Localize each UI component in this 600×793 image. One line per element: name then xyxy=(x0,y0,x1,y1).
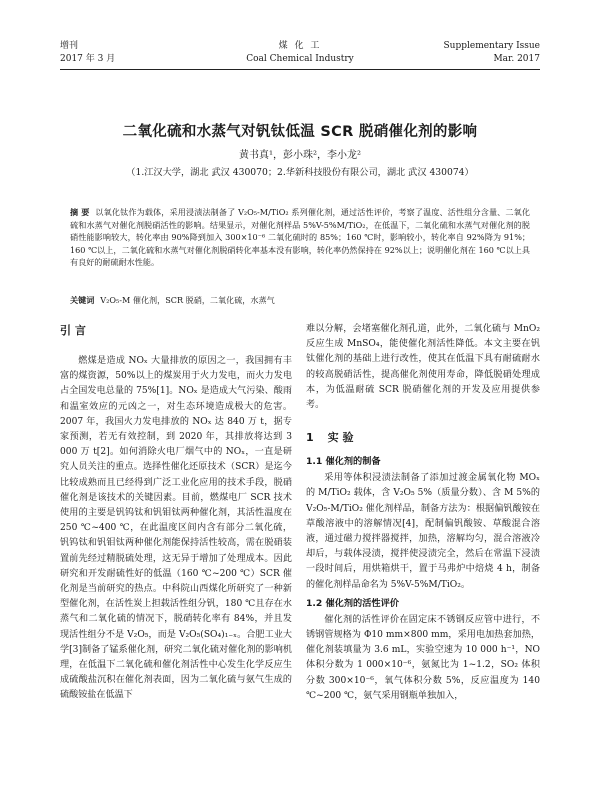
evaluation-paragraph: 催化剂的活性评价在固定床不锈钢反应管中进行，不锈钢管规格为 Φ10 mm×800 mm，采用电加热套加热，催化剂装填量为 3.6 mL，实验空速为 10 000 h⁻¹，NO 体积分数为 1 000×10⁻⁶，氨氮比为 1~1.2，SO₂ 体积分数 300×10⁻⁶，氧气体积分数 5%，反应温度为 140 ℃~200 ℃，氨气采用钢瓶单独加入， xyxy=(306,614,540,701)
author-list: 黄书真¹，彭小珠²，李小龙² xyxy=(238,150,362,161)
issue-date-en: Mar. 2017 xyxy=(493,54,540,64)
intro-paragraph-continued: 难以分解，会堵塞催化剂孔道，此外，二氧化硫与 MnO₂ 反应生成 MnSO₄，能使催化剂活性降低。本文主要在钒钛催化剂的基础上进行改性，使其在低温下具有耐硫耐水的较高脱硝活性，提高催化剂使用寿命，降低脱硝处理成本，为低温耐硫 SCR 脱硝催化剂的开发及应用提供参考。 xyxy=(306,324,540,411)
header-right xyxy=(444,40,541,66)
subsection-heading-evaluation: 1.2 催化剂的活性评价 xyxy=(306,597,399,609)
paper-title: 二氧化硫和水蒸气对钒钛低温 SCR 脱硝催化剂的影响 xyxy=(122,124,478,140)
abstract-text: 以氧化钛作为载体，采用浸渍法制备了 V₂O₅-M/TiO₂ 系列催化剂，通过活性评价，考察了温度、活性组分含量、二氧化硫和水蒸气对催化剂脱硝活性的影响。结果显示，对催化剂样品 5%V-5%M/TiO₂，在低温下，二氧化硫和水蒸气对催化剂的脱硝性能影响较大，转化率由 90%降到加入 300×10⁻⁶ 二氧化硫时的 85%；160 ℃时，影响较小，转化率自 92%降为 91%；160 ℃以上，二氧化硫和水蒸气对催化剂脱硝转化率基本没有影响，转化率仍然保持在 92%以上；说明催化剂在 160 ℃以上具有良好的耐硫耐水性能。 xyxy=(70,207,530,268)
affiliation: （1.江汉大学，湖北 武汉 430070；2.华新科技股份有限公司，湖北 武汉 430074） xyxy=(126,167,474,178)
abstract xyxy=(70,206,530,269)
section-heading-experiment xyxy=(306,429,540,449)
keywords-label: 关键词 xyxy=(70,295,95,305)
journal-name-cn: 煤 化 工 xyxy=(278,41,322,51)
issue-label-en: Supplementary Issue xyxy=(443,41,540,51)
subsection-heading-preparation: 1.1 催化剂的制备 xyxy=(306,456,381,468)
preparation-paragraph: 采用等体积浸渍法制备了添加过渡金属氧化物 MOₓ 的 M/TiO₂ 载体，含 V₂O₅ 5%（质量分数）、含 M 5%的 V₂O₅-M/TiO₂ 催化剂样品，制备方法为：根据偏钒酸铵在草酸溶液中的溶解情况[4]，配制偏钒酸铵、草酸混合溶液，通过磁力搅拌器搅拌，加热，溶解均匀，混合溶液冷却后，与载体浸渍，搅拌使浸渍完全，然后在常温下浸渍一段时间后，用烘箱烘干，置于马弗炉中焙烧 4 h，制备的催化剂样品命名为 5%V-5%M/TiO₂。 xyxy=(306,473,540,590)
running-header xyxy=(60,40,540,70)
keywords-text: V₂O₅-M 催化剂，SCR 脱硝，二氧化硫，水蒸气 xyxy=(100,295,275,305)
header-rule xyxy=(60,69,540,70)
keywords xyxy=(70,294,530,306)
intro-paragraph: 燃煤是造成 NOₓ 大量排放的原因之一，我国拥有丰富的煤资源，50%以上的煤炭用于火力发电，而火力发电占全国发电总量的 75%[1]。NOₓ 是造成大气污染、酸雨和温室效应的元凶之一，对生态环境造成极大的危害。2007 年，我国火力发电排放的 NOₓ 达 840 万 t，据专家预测，若无有效控制，到 2020 年，其排放将达到 3 000 万 t[2]。如何消除火电厂烟气中的 NOₓ，一直是研究人员关注的重点。选择性催化还原技术（SCR）是迄今比较成熟而且已经得到广泛工业化应用的技术手段，脱硝催化剂是该技术的关键因素。目前，燃煤电厂 SCR 技术使用的主要是钒钨钛和钒钼钛两种催化剂，其活性温度在 250 ℃~400 ℃，在此温度区间内含有部分二氧化硫，钒钨钛和钒钼钛两种催化剂能保持活性较高，需在脱硝装置前先经过精脱硫处理，这无异于增加了处理成本。因此研究和开发耐硫性好的低温（160 ℃~200 ℃）SCR 催化剂是当前研究的热点。中科院山西煤化所研究了一种新型催化剂，在活性炭上担载活性组分钒，180 ℃且存在水蒸气和二氧化硫的情况下，脱硝转化率有 84%，并且发现活性组分不是 V₂O₅，而是 V₂O₅(SO₄)₁₋ₓ。合肥工业大学[3]制备了锰系催化剂，研究二氧化硫对催化剂的影响机理，在低温下二氧化硫和催化剂活性中心发生化学反应生成硫酸盐沉积在催化剂表面，因为二氧化硫与氨气生成的硫酸铵盐在低温下 xyxy=(60,356,292,701)
section-number: 1 xyxy=(306,431,314,445)
section-heading-intro: 引 言 xyxy=(60,324,86,337)
section-title: 实 验 xyxy=(327,431,354,445)
left-column xyxy=(60,322,292,704)
journal-issue-label: 增刊 xyxy=(60,41,79,51)
journal-name-en: Coal Chemical Industry xyxy=(246,54,354,64)
journal-date: 2017 年 3 月 xyxy=(60,54,116,64)
abstract-label: 摘 要 xyxy=(70,207,90,217)
right-column xyxy=(306,322,540,704)
